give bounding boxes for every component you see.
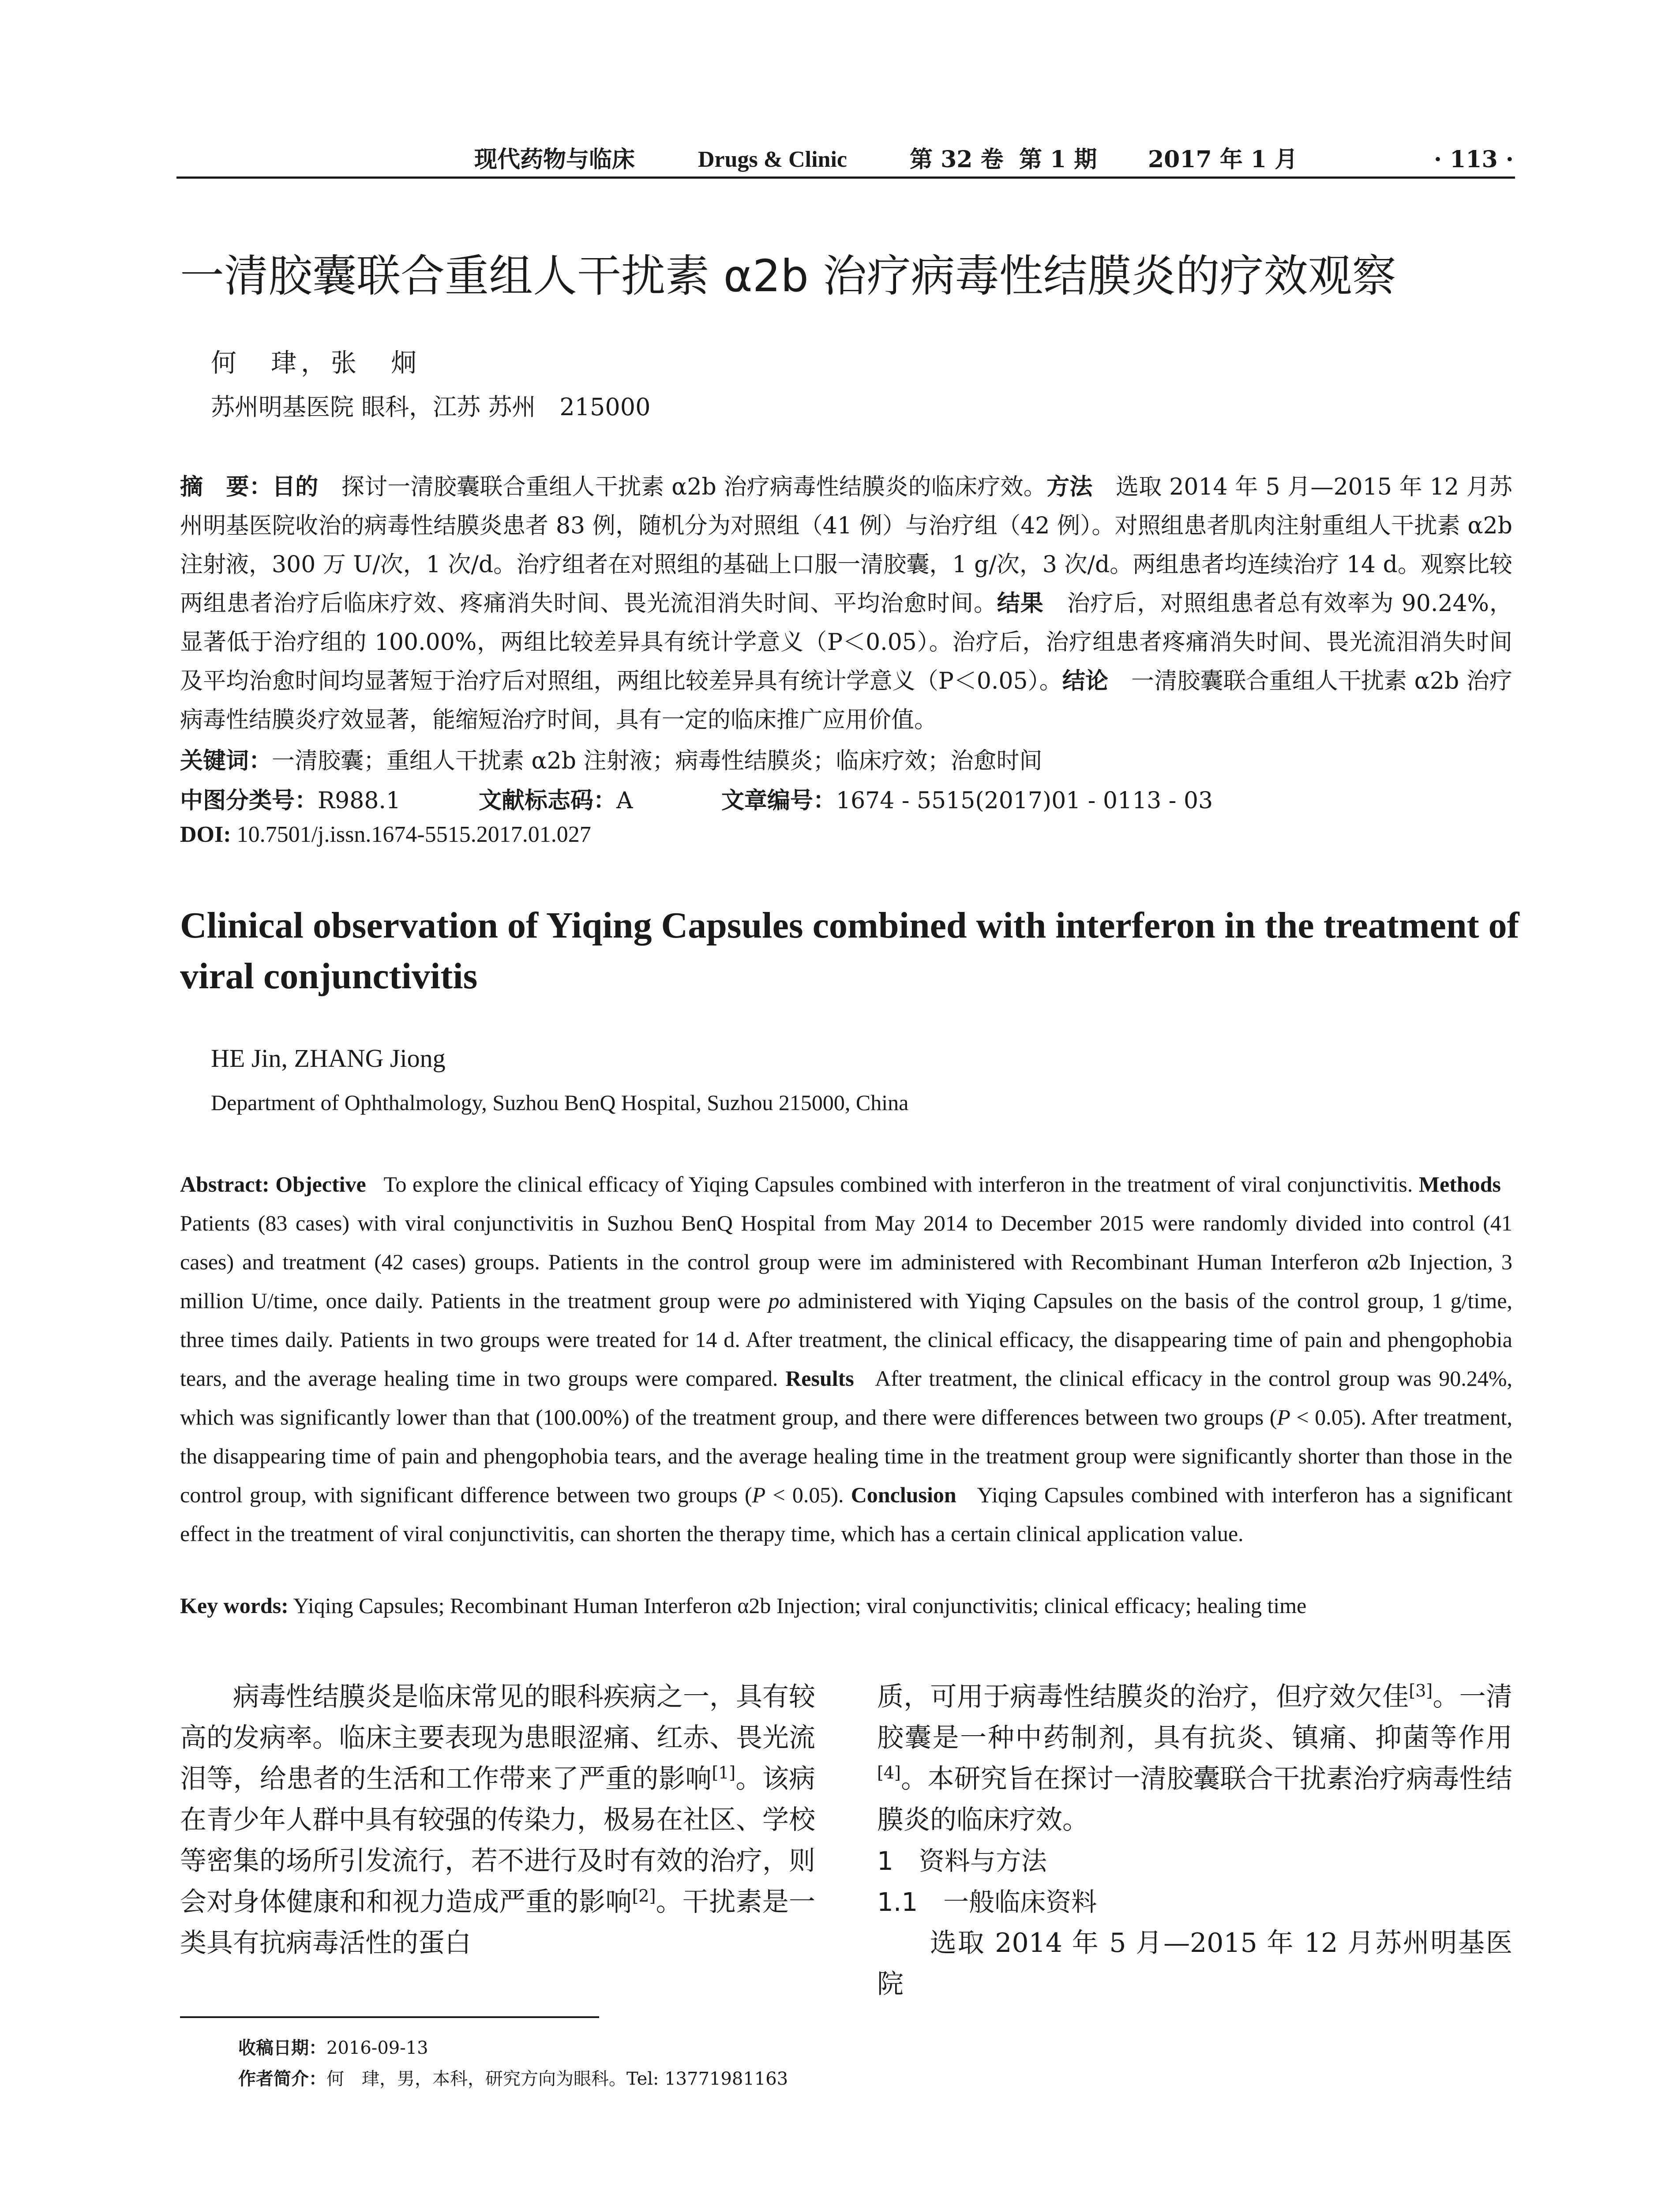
abstract-en-label: Abstract:	[180, 1172, 270, 1197]
received-label: 收稿日期：	[238, 2038, 326, 2058]
objective-label-zh: 目的	[272, 474, 319, 500]
methods-en-part2: administered with Yiqing Capsules on the basis of the control group, 1 g/time, three times daily. Patients in two groups were treated for 14 d. After treatment, the clinical efficacy, the disappearing time of pain and phengophobia tears, and the average healing time in two groups were compared.	[180, 1288, 1513, 1391]
keywords-en	[180, 1593, 1521, 1618]
doc-value: A	[616, 788, 633, 814]
document-code	[479, 782, 633, 815]
abstract-zh	[180, 468, 1512, 739]
affiliation-en: Department of Ophthalmology, Suzhou BenQ Hospital, Suzhou 215000, China	[211, 1090, 909, 1115]
footnote-rule	[180, 2016, 599, 2018]
author-bio	[238, 2065, 788, 2090]
results-en-part1: After treatment, the clinical efficacy in the control group was 90.24%, which was significantly lower than that (100.00%) of the treatment group, and there were differences between two groups (	[180, 1366, 1512, 1429]
objective-label-en: Objective	[275, 1172, 366, 1197]
author-bio-label: 作者简介：	[238, 2069, 326, 2089]
title-en: Clinical observation of Yiqing Capsules combined with interferon in the treatment of viral conjunctivitis	[180, 905, 1519, 997]
intro-text-2: 。该病在青少年人群中具有较强的传染力，极易在社区、学校等密集的场所引发流行，若不进行及时有效的治疗，则会对身体健康和和视力造成严重的影响	[180, 1763, 816, 1917]
intro-text-6: 。本研究旨在探讨一清胶囊联合干扰素治疗病毒性结膜炎的临床疗效。	[877, 1763, 1512, 1835]
authors-en: HE Jin, ZHANG Jiong	[211, 1044, 446, 1073]
objective-zh: 探讨一清胶囊联合重组人干扰素 α2b 治疗病毒性结膜炎的临床疗效。	[341, 474, 1047, 500]
intro-paragraph-continued	[877, 1677, 1512, 1841]
article-number	[721, 782, 1213, 815]
doi-label: DOI:	[180, 822, 231, 847]
objective-en: To explore the clinical efficacy of Yiqing Capsules combined with interferon in the treatment of viral conjunctivitis.	[383, 1172, 1413, 1197]
results-label-zh: 结果	[997, 590, 1044, 617]
conclusion-label-en: Conclusion	[851, 1482, 956, 1507]
keywords-zh-label: 关键词：	[180, 748, 272, 774]
issue: 第 1 期	[1019, 146, 1097, 173]
methods-en-part1: Patients (83 cases) with viral conjunctivitis in Suzhou BenQ Hospital from May 2014 to December 2015 were randomly divided into control (41 cases) and treatment (42 cases) groups. Patients in the control group were im administered with Recombinant Human Interferon α2b Injection, 3 million U/time, once daily. Patients in the treatment group were	[180, 1211, 1512, 1313]
p-symbol: P	[1277, 1405, 1290, 1429]
citation-2[interactable]: [2]	[632, 1886, 656, 1906]
results-en-part3: < 0.05).	[765, 1482, 844, 1507]
doi	[180, 822, 591, 848]
clc-label: 中图分类号：	[180, 788, 318, 814]
intro-text-5: 。一清胶囊是一种中药制剂，具有抗炎、镇痛、抑菌等作用	[877, 1681, 1513, 1753]
keywords-zh	[180, 742, 1042, 775]
article-value: 1674 - 5515(2017)01 - 0113 - 03	[836, 788, 1213, 814]
conclusion-label-zh: 结论	[1062, 668, 1109, 694]
intro-paragraph	[180, 1677, 815, 1964]
clc-number	[180, 782, 401, 815]
results-zh: 治疗后，对照组患者总有效率为 90.24%，显著低于治疗组的 100.00%，两组比较差异具有统计学意义（P＜0.05）。治疗后，治疗组患者疼痛消失时间、畏光流泪消失时间及平均治愈时间均显著短于治疗后对照组，两组比较差异具有统计学意义（P＜0.05）。	[180, 590, 1512, 694]
methods-label-zh: 方法	[1046, 474, 1093, 500]
intro-text-3: 。干扰素是一类具有抗病毒活性的蛋白	[180, 1887, 816, 1958]
journal-name-en: Drugs & Clinic	[698, 147, 847, 172]
doc-label: 文献标志码：	[479, 788, 617, 814]
conclusion-en: Yiqing Capsules combined with interferon has a significant effect in the treatment of viral conjunctivitis, can shorten the therapy time, which has a certain clinical application value.	[180, 1482, 1512, 1546]
methods-zh: 选取 2014 年 5 月—2015 年 12 月苏州明基医院收治的病毒性结膜炎患者 83 例，随机分为对照组（41 例）与治疗组（42 例）。对照组患者肌肉注射重组人干扰素 α2b 注射液，300 万 U/次，1 次/d。治疗组者在对照组的基础上口服一清胶囊，1 g/次，3 次/d。两组患者均连续治疗 14 d。观察比较两组患者治疗后临床疗效、疼痛消失时间、畏光流泪消失时间、平均治愈时间。	[180, 474, 1512, 617]
intro-text-4: 质，可用于病毒性结膜炎的治疗，但疗效欠佳	[877, 1681, 1409, 1712]
intro-text-1: 病毒性结膜炎是临床常见的眼科疾病之一，具有较高的发病率。临床主要表现为患眼涩痛、红赤、畏光流泪等，给患者的生活和工作带来了严重的影响	[180, 1681, 815, 1794]
affiliation-zh: 苏州明基医院 眼科，江苏 苏州 215000	[211, 393, 651, 421]
citation-4[interactable]: [4]	[877, 1763, 901, 1782]
header-rule	[176, 176, 1515, 179]
results-label-en: Results	[785, 1366, 854, 1391]
citation-1[interactable]: [1]	[712, 1763, 736, 1782]
keywords-zh-text: 一清胶囊；重组人干扰素 α2b 注射液；病毒性结膜炎；临床疗效；治愈时间	[272, 748, 1042, 774]
conclusion-zh: 一清胶囊联合重组人干扰素 α2b 治疗病毒性结膜炎疗效显著，能缩短治疗时间，具有一定的临床推广应用价值。	[180, 668, 1512, 733]
results-en-part2: < 0.05). After treatment, the disappearing time of pain and phengophobia tears, and the average healing time in the treatment group were significantly shorter than those in the control group, with significant difference between two groups (	[180, 1405, 1512, 1507]
clc-value: R988.1	[318, 788, 401, 814]
journal-name-zh: 现代药物与临床	[474, 146, 635, 173]
author-bio-text: 何 珒，男，本科，研究方向为眼科。Tel: 13771981163	[326, 2069, 788, 2089]
authors-zh: 何 珒，张 炯	[211, 348, 421, 378]
received-date	[238, 2034, 428, 2059]
section-heading-1: 1 资料与方法	[877, 1846, 1047, 1876]
abstract-en	[180, 1165, 1512, 1553]
issue-date: 2017 年 1 月	[1148, 146, 1298, 173]
article-label: 文章编号：	[721, 788, 836, 814]
keywords-en-text: Yiqing Capsules; Recombinant Human Interferon α2b Injection; viral conjunctivitis; clinical efficacy; healing time	[293, 1593, 1307, 1618]
p-symbol: P	[752, 1482, 766, 1507]
received-value: 2016-09-13	[326, 2038, 428, 2058]
po-abbrev: po	[768, 1288, 791, 1313]
page-number: · 113 ·	[1434, 146, 1514, 173]
title-zh: 一清胶囊联合重组人干扰素 α2b 治疗病毒性结膜炎的疗效观察	[180, 250, 1396, 302]
section-1-1-paragraph: 选取 2014 年 5 月—2015 年 12 月苏州明基医院	[877, 1928, 1512, 2000]
abstract-zh-label: 摘 要：	[180, 474, 273, 500]
citation-3[interactable]: [3]	[1409, 1681, 1433, 1700]
keywords-en-label: Key words:	[180, 1593, 289, 1618]
volume: 第 32 卷	[910, 146, 1004, 173]
body-left-column	[180, 1677, 815, 1964]
doi-value[interactable]: 10.7501/j.issn.1674-5515.2017.01.027	[236, 822, 591, 847]
methods-label-en: Methods	[1418, 1172, 1501, 1197]
section-heading-1-1: 1.1 一般临床资料	[877, 1887, 1097, 1917]
body-right-column	[877, 1677, 1512, 2005]
